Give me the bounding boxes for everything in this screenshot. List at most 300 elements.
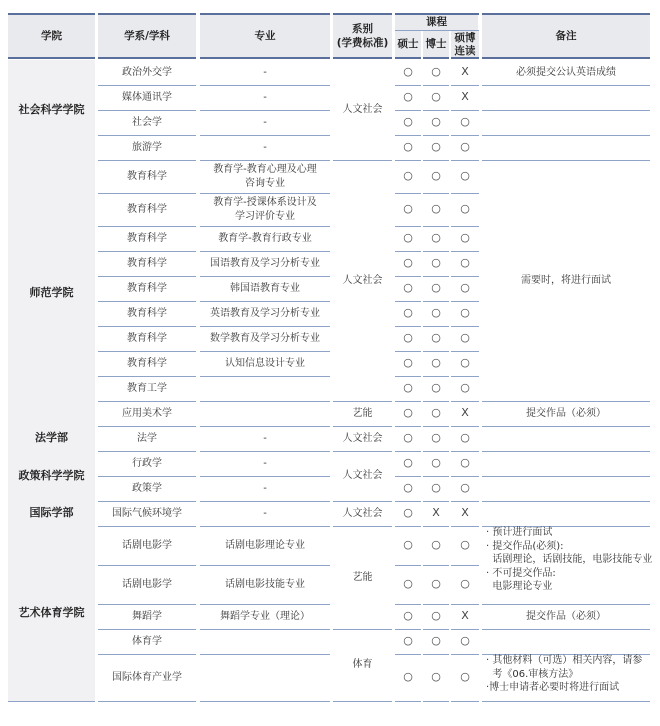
doctor-mark-symbol: ○ — [431, 381, 441, 395]
department-name: 旅游学 — [132, 141, 162, 153]
major-name: 教育学-教育行政专业 — [218, 232, 312, 244]
department-cell — [98, 604, 196, 629]
department-cell — [98, 276, 196, 301]
doctor-mark — [423, 251, 449, 276]
major-cell — [200, 654, 330, 701]
doctor-mark — [423, 565, 449, 604]
college-cell — [8, 526, 95, 701]
master-mark-symbol: ○ — [403, 506, 413, 520]
major-name: 韩国语教育专业 — [230, 282, 300, 294]
row-divider — [423, 701, 449, 702]
department-cell — [98, 376, 196, 401]
remark-line: · 其他材料（可选）相关内容，请参 — [486, 655, 643, 666]
category-label: 体育 — [352, 659, 373, 671]
row-divider — [8, 701, 95, 702]
category-cell — [333, 160, 392, 401]
department-name: 教育科学 — [127, 357, 167, 369]
doctor-mark — [423, 629, 449, 654]
department-name: 教育科学 — [127, 307, 167, 319]
row-divider — [482, 13, 650, 15]
remark-cell — [482, 654, 650, 701]
combined-mark-symbol: X — [461, 609, 469, 623]
combined-mark-symbol: X — [461, 90, 469, 104]
doctor-mark — [423, 451, 449, 476]
remark-line: 必须提交公认英语成绩 — [516, 66, 616, 78]
master-mark — [395, 501, 421, 526]
doctor-mark-symbol: ○ — [431, 281, 441, 295]
combined-mark-symbol: ○ — [460, 256, 470, 270]
combined-mark — [451, 226, 479, 251]
category-cell — [333, 60, 392, 160]
remark-cell — [482, 160, 650, 401]
combined-mark — [451, 276, 479, 301]
doctor-mark — [423, 193, 449, 226]
combined-mark-symbol: ○ — [460, 456, 470, 470]
combined-mark-symbol: ○ — [460, 431, 470, 445]
remark-cell — [482, 476, 650, 501]
header-master: 硕士 — [395, 31, 421, 58]
doctor-mark-symbol: ○ — [431, 609, 441, 623]
combined-mark — [451, 476, 479, 501]
major-cell — [200, 85, 330, 110]
category-cell — [333, 501, 392, 526]
major-cell — [200, 604, 330, 629]
doctor-mark — [423, 110, 449, 135]
master-mark-symbol: ○ — [403, 65, 413, 79]
department-cell — [98, 326, 196, 351]
combined-mark — [451, 565, 479, 604]
header-course: 课程 — [395, 14, 478, 30]
master-mark — [395, 604, 421, 629]
department-name: 话剧电影学 — [122, 578, 172, 590]
major-cell — [200, 526, 330, 565]
master-mark-symbol: ○ — [403, 231, 413, 245]
combined-mark-symbol: ○ — [460, 169, 470, 183]
department-cell — [98, 60, 196, 85]
master-mark-symbol: ○ — [403, 281, 413, 295]
row-divider — [333, 701, 392, 702]
remark-line: 提交作品（必须） — [526, 610, 606, 622]
master-mark — [395, 135, 421, 160]
category-label: 艺能 — [352, 571, 373, 583]
department-cell — [98, 226, 196, 251]
row-divider — [395, 30, 479, 31]
header-combined-line2: 连读 — [454, 44, 476, 57]
remark-line: · 不可提交作品: — [486, 567, 556, 579]
combined-mark-symbol: X — [461, 65, 469, 79]
combined-mark — [451, 193, 479, 226]
college-name: 社会科学学院 — [18, 102, 85, 116]
doctor-mark-symbol: ○ — [431, 65, 441, 79]
master-mark — [395, 326, 421, 351]
master-mark — [395, 351, 421, 376]
combined-mark-symbol: X — [461, 406, 469, 420]
department-cell — [98, 401, 196, 426]
major-cell — [200, 501, 330, 526]
department-name: 教育科学 — [127, 203, 167, 215]
combined-mark — [451, 451, 479, 476]
combined-mark — [451, 60, 479, 85]
major-name: 教育学-授课体系设计及 — [213, 197, 317, 208]
department-cell — [98, 85, 196, 110]
doctor-mark — [423, 351, 449, 376]
major-cell — [200, 110, 330, 135]
department-cell — [98, 565, 196, 604]
major-name: 认知信息设计专业 — [225, 357, 305, 369]
combined-mark — [451, 401, 479, 426]
doctor-mark-symbol: ○ — [431, 356, 441, 370]
remark-cell — [482, 501, 650, 526]
department-cell — [98, 193, 196, 226]
master-mark — [395, 85, 421, 110]
doctor-mark-symbol: ○ — [431, 577, 441, 591]
doctor-mark-symbol: ○ — [431, 670, 441, 684]
master-mark — [395, 251, 421, 276]
department-name: 体育学 — [132, 635, 162, 647]
doctor-mark — [423, 604, 449, 629]
department-cell — [98, 135, 196, 160]
combined-mark — [451, 376, 479, 401]
major-cell — [200, 160, 330, 193]
master-mark — [395, 654, 421, 701]
doctor-mark — [423, 326, 449, 351]
doctor-mark-symbol: ○ — [431, 538, 441, 552]
master-mark — [395, 401, 421, 426]
doctor-mark-symbol: ○ — [431, 431, 441, 445]
major-cell — [200, 351, 330, 376]
major-name: 国语教育及学习分析专业 — [210, 257, 320, 269]
department-name: 教育科学 — [127, 257, 167, 269]
row-divider — [423, 57, 449, 59]
row-divider — [333, 57, 392, 59]
department-name: 国际气候环境学 — [112, 507, 182, 519]
department-cell — [98, 629, 196, 654]
department-cell — [98, 476, 196, 501]
combined-mark-symbol: ○ — [460, 538, 470, 552]
master-mark-symbol: ○ — [403, 538, 413, 552]
major-name: 英语教育及学习分析专业 — [210, 307, 320, 319]
row-divider — [200, 701, 330, 702]
master-mark-symbol: ○ — [403, 115, 413, 129]
combined-mark-symbol: ○ — [460, 115, 470, 129]
master-mark-symbol: ○ — [403, 381, 413, 395]
combined-mark-symbol: ○ — [460, 231, 470, 245]
combined-mark — [451, 426, 479, 451]
doctor-mark — [423, 526, 449, 565]
master-mark-symbol: ○ — [403, 306, 413, 320]
college-cell — [8, 451, 95, 501]
doctor-mark-symbol: ○ — [431, 169, 441, 183]
combined-mark-symbol: ○ — [460, 140, 470, 154]
doctor-mark — [423, 301, 449, 326]
master-mark-symbol: ○ — [403, 256, 413, 270]
major-name: 学习评价专业 — [235, 210, 295, 222]
combined-mark — [451, 326, 479, 351]
major-cell — [200, 565, 330, 604]
row-divider — [395, 57, 421, 59]
row-divider — [395, 701, 421, 702]
major-name: 话剧电影理论专业 — [225, 539, 305, 551]
category-label: 人文社会 — [342, 104, 383, 116]
row-divider — [395, 13, 479, 15]
remark-cell — [482, 451, 650, 476]
master-mark-symbol: ○ — [403, 90, 413, 104]
combined-mark-symbol: ○ — [460, 306, 470, 320]
combined-mark — [451, 351, 479, 376]
master-mark-symbol: ○ — [403, 202, 413, 216]
remark-cell — [482, 629, 650, 654]
department-cell — [98, 426, 196, 451]
row-divider — [200, 57, 330, 59]
master-mark — [395, 160, 421, 193]
department-name: 国际体育产业学 — [112, 671, 182, 683]
master-mark — [395, 110, 421, 135]
doctor-mark-symbol: ○ — [431, 202, 441, 216]
major-cell — [200, 226, 330, 251]
doctor-mark-symbol: ○ — [431, 256, 441, 270]
remark-cell — [482, 85, 650, 110]
combined-mark — [451, 160, 479, 193]
doctor-mark-symbol: ○ — [431, 231, 441, 245]
doctor-mark-symbol: ○ — [431, 306, 441, 320]
major-name: - — [263, 141, 267, 153]
master-mark — [395, 193, 421, 226]
category-label: 人文社会 — [342, 470, 383, 482]
major-name: 教育学-教育心理及心理 — [213, 164, 317, 175]
combined-mark — [451, 251, 479, 276]
master-mark — [395, 376, 421, 401]
master-mark-symbol: ○ — [403, 431, 413, 445]
department-cell — [98, 351, 196, 376]
doctor-mark — [423, 376, 449, 401]
department-cell — [98, 301, 196, 326]
major-cell — [200, 193, 330, 226]
doctor-mark — [423, 654, 449, 701]
category-cell — [333, 426, 392, 451]
master-mark-symbol: ○ — [403, 609, 413, 623]
combined-mark-symbol: ○ — [460, 356, 470, 370]
remark-cell — [482, 60, 650, 85]
major-cell — [200, 251, 330, 276]
major-name: - — [263, 116, 267, 128]
category-label: 人文社会 — [342, 507, 383, 519]
major-cell — [200, 326, 330, 351]
master-mark-symbol: ○ — [403, 169, 413, 183]
department-cell — [98, 654, 196, 701]
master-mark — [395, 629, 421, 654]
remark-cell — [482, 526, 653, 604]
doctor-mark-symbol: ○ — [431, 634, 441, 648]
header-major: 专业 — [200, 14, 330, 58]
combined-mark-symbol: ○ — [460, 281, 470, 295]
row-divider — [333, 13, 392, 15]
remark-line: 考《06.审核方法》 — [486, 668, 579, 680]
major-cell — [200, 301, 330, 326]
college-cell — [8, 60, 95, 160]
master-mark — [395, 276, 421, 301]
remark-cell — [482, 135, 650, 160]
college-name: 师范学院 — [29, 285, 74, 299]
doctor-mark-symbol: ○ — [431, 331, 441, 345]
department-name: 教育工学 — [127, 382, 167, 394]
remark-line: 话剧理论，话剧技能，电影技能专业 — [486, 554, 653, 565]
combined-mark — [451, 526, 479, 565]
combined-mark-symbol: ○ — [460, 381, 470, 395]
remark-cell — [482, 426, 650, 451]
major-name: - — [263, 432, 267, 444]
college-name: 政策科学学院 — [18, 468, 85, 482]
major-cell — [200, 401, 330, 426]
doctor-mark — [423, 226, 449, 251]
department-name: 政策学 — [132, 482, 162, 494]
combined-mark — [451, 604, 479, 629]
doctor-mark — [423, 85, 449, 110]
master-mark-symbol: ○ — [403, 670, 413, 684]
department-cell — [98, 526, 196, 565]
master-mark — [395, 426, 421, 451]
department-cell — [98, 251, 196, 276]
remark-line: 需要时，将进行面试 — [521, 274, 611, 286]
major-cell — [200, 629, 330, 654]
doctor-mark — [423, 276, 449, 301]
combined-mark-symbol: ○ — [460, 634, 470, 648]
header-combined-line1: 硕博 — [454, 32, 476, 45]
combined-mark-symbol: ○ — [460, 670, 470, 684]
doctor-mark-symbol: ○ — [431, 481, 441, 495]
master-mark — [395, 451, 421, 476]
department-name: 法学 — [137, 432, 157, 444]
department-name: 应用美术学 — [122, 407, 172, 419]
header-category-line2: (学费标准) — [336, 37, 389, 49]
header-doctor: 博士 — [423, 31, 449, 58]
major-cell — [200, 426, 330, 451]
row-divider — [98, 13, 196, 15]
master-mark — [395, 226, 421, 251]
major-name: - — [263, 507, 267, 519]
header-category — [333, 14, 392, 58]
combined-mark — [451, 110, 479, 135]
category-cell — [333, 629, 392, 701]
master-mark-symbol: ○ — [403, 577, 413, 591]
doctor-mark-symbol: ○ — [431, 406, 441, 420]
department-cell — [98, 451, 196, 476]
college-name: 法学部 — [35, 431, 68, 445]
header-combined — [451, 31, 479, 58]
major-cell — [200, 60, 330, 85]
combined-mark — [451, 629, 479, 654]
department-name: 媒体通讯学 — [122, 91, 172, 103]
major-cell — [200, 376, 330, 401]
row-divider — [482, 701, 650, 702]
department-cell — [98, 110, 196, 135]
department-name: 政治外交学 — [122, 66, 172, 78]
remark-cell — [482, 604, 650, 629]
major-name: 话剧电影技能专业 — [225, 578, 305, 590]
combined-mark-symbol: ○ — [460, 481, 470, 495]
combined-mark — [451, 654, 479, 701]
major-name: 舞蹈学专业（理论） — [220, 610, 310, 622]
master-mark-symbol: ○ — [403, 406, 413, 420]
category-cell — [333, 401, 392, 426]
category-label: 艺能 — [352, 407, 373, 419]
master-mark-symbol: ○ — [403, 634, 413, 648]
combined-mark — [451, 501, 479, 526]
header-college: 学院 — [8, 14, 95, 58]
doctor-mark — [423, 401, 449, 426]
master-mark — [395, 60, 421, 85]
category-cell — [333, 451, 392, 501]
doctor-mark-symbol: ○ — [431, 456, 441, 470]
department-name: 教育科学 — [127, 170, 167, 182]
remark-line: · 提交作品(必须): — [486, 540, 564, 552]
master-mark-symbol: ○ — [403, 481, 413, 495]
combined-mark-symbol: ○ — [460, 577, 470, 591]
row-divider — [8, 13, 95, 15]
department-name: 舞蹈学 — [132, 610, 162, 622]
major-name: 数学教育及学习分析专业 — [210, 332, 320, 344]
department-cell — [98, 501, 196, 526]
master-mark — [395, 565, 421, 604]
combined-mark — [451, 85, 479, 110]
header-department: 学系/学科 — [98, 14, 196, 58]
department-name: 教育科学 — [127, 232, 167, 244]
master-mark — [395, 526, 421, 565]
doctor-mark — [423, 60, 449, 85]
college-cell — [8, 501, 95, 526]
row-divider — [8, 57, 95, 59]
remark-cell — [482, 401, 650, 426]
college-name: 艺术体育学院 — [18, 606, 85, 620]
doctor-mark-symbol: ○ — [431, 140, 441, 154]
doctor-mark — [423, 476, 449, 501]
combined-mark-symbol: X — [461, 506, 469, 520]
master-mark-symbol: ○ — [403, 140, 413, 154]
category-label: 人文社会 — [342, 432, 383, 444]
doctor-mark-symbol: ○ — [431, 115, 441, 129]
master-mark-symbol: ○ — [403, 331, 413, 345]
row-divider — [98, 57, 196, 59]
college-name: 国际学部 — [29, 506, 74, 520]
combined-mark — [451, 301, 479, 326]
doctor-mark — [423, 501, 449, 526]
department-name: 教育科学 — [127, 282, 167, 294]
college-cell — [8, 160, 95, 426]
row-divider — [451, 701, 479, 702]
major-name: - — [263, 482, 267, 494]
major-name: 咨询专业 — [245, 177, 285, 189]
header-category-line1: 系别 — [352, 22, 373, 35]
remark-line: 提交作品（必须） — [526, 407, 606, 419]
remark-cell — [482, 110, 650, 135]
doctor-mark-symbol: ○ — [431, 90, 441, 104]
doctor-mark — [423, 426, 449, 451]
major-name: - — [263, 66, 267, 78]
doctor-mark — [423, 135, 449, 160]
department-name: 社会学 — [132, 116, 162, 128]
header-remarks: 备注 — [482, 14, 650, 58]
remark-line: ·博士申请者必要时将进行面试 — [486, 682, 620, 693]
department-name: 行政学 — [132, 457, 162, 469]
major-cell — [200, 135, 330, 160]
master-mark-symbol: ○ — [403, 456, 413, 470]
category-cell — [333, 526, 392, 629]
major-cell — [200, 276, 330, 301]
major-cell — [200, 476, 330, 501]
master-mark-symbol: ○ — [403, 356, 413, 370]
department-cell — [98, 160, 196, 193]
remark-line: 电影理论专业 — [486, 581, 553, 592]
row-divider — [451, 57, 479, 59]
